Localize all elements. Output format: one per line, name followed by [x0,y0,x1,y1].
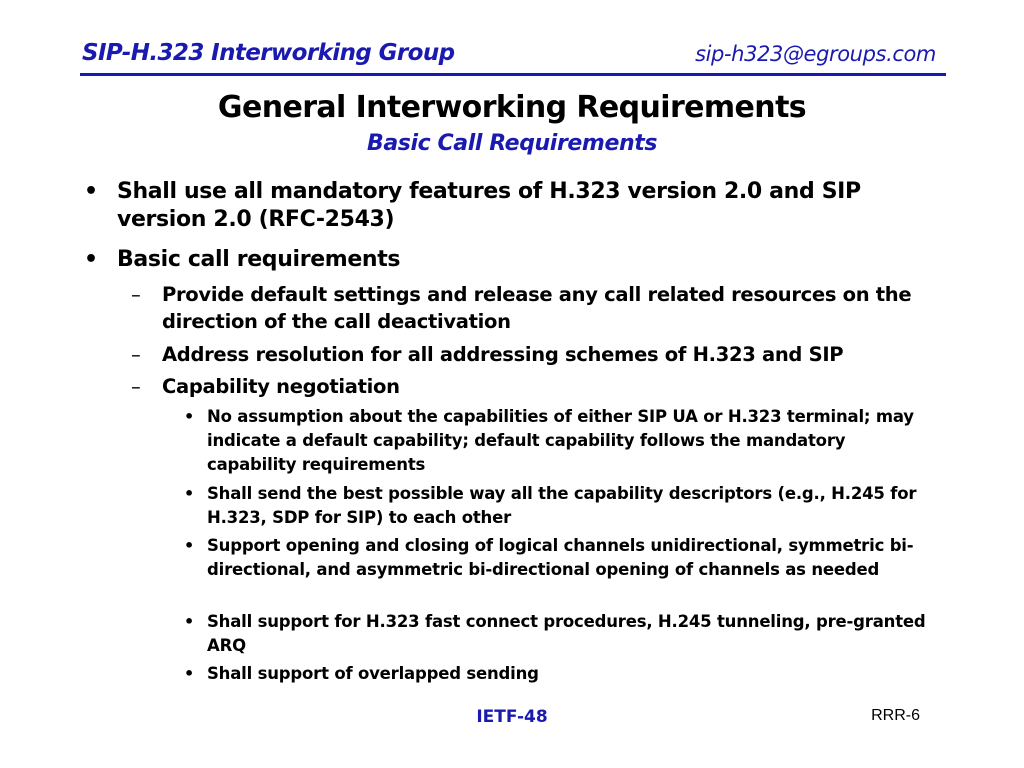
dash-marker: – [131,375,141,398]
bullet-text-level3: Support opening and closing of logical channels unidirectional, symmetric bi-directional, and asymmetric bi-directional opening of channels as needed [207,536,914,579]
header-group-name: SIP-H.323 Interworking Group [82,40,455,66]
bullet-text-level3: Shall send the best possible way all the capability descriptors (e.g., H.245 for H.323, SDP for SIP) to each other [207,484,917,527]
slide-title: General Interworking Requirements [217,90,807,125]
bullet-text-level2: Provide default settings and release any call related resources on the direction of the call deactivation [162,283,912,333]
header-email: sip-h323@egroups.com [695,42,936,66]
bullet-text-level3: Shall support for H.323 fast connect procedures, H.245 tunneling, pre-granted ARQ [207,612,926,655]
dash-marker: – [131,283,141,306]
bullet-text-level2: Address resolution for all addressing schemes of H.323 and SIP [162,343,844,366]
bullet-text-level3: Shall support of overlapped sending [207,664,539,683]
bullet-text-level2: Capability negotiation [162,375,400,398]
bullet-text-level1: Shall use all mandatory features of H.323 version 2.0 and SIP version 2.0 (RFC-2543) [117,179,861,232]
footer-slide-id: RRR-6 [871,707,920,724]
slide-subtitle: Basic Call Requirements [366,131,658,156]
bullet-marker: • [84,179,99,204]
bullet-marker: • [184,664,195,683]
bullet-marker: • [184,536,195,555]
dash-marker: – [131,343,141,366]
bullet-marker: • [84,247,99,272]
bullet-marker: • [184,612,195,631]
bullet-text-level1: Basic call requirements [117,247,401,272]
bullet-text-level3: No assumption about the capabilities of either SIP UA or H.323 terminal; may indicate a default capability; default capability follows the mandatory capability requirements [207,407,914,474]
bullet-marker: • [184,484,195,503]
bullet-marker: • [184,407,195,426]
footer-meeting: IETF-48 [476,707,548,727]
